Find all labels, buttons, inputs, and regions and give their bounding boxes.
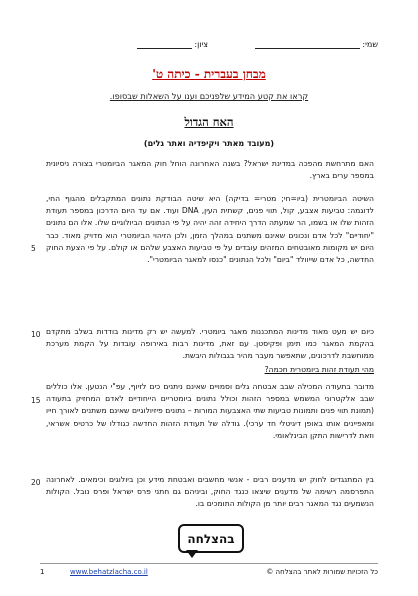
footer-copyright: כל הזכויות שמורות לאתר בהצלחה ©: [266, 568, 378, 576]
paragraph-text: כיום יש מעט מאוד מדינות המתכננות מאגר ביומטרי. למעשה יש רק מדינות בודדות בשלב מתקדם בהקמת המאגר כמו תימן ופקיסטן. עם זאת, מדינות רבות באירופה עובדות על הקמת מערכת ממוחשבת לדרכונים, שתאפשר מעבר מהיר בגבולות היבשת.: [46, 327, 374, 361]
footer-divider: [40, 563, 378, 564]
logo-text: בהצלחה: [187, 531, 235, 546]
paragraph-2: [46, 193, 374, 266]
footer-website-link[interactable]: www.behatzlacha.co.il: [70, 568, 148, 576]
question-heading: מהי תעודת זהות ביומטרית חכמה?: [264, 365, 374, 374]
article-title: האח הגדול: [184, 115, 234, 129]
header-row: [40, 40, 378, 54]
paragraph-text: מדובר בתעודה המכילה שבב אבטחה גלים וסמויים שאינם ניתנים כים לזיוף, עפ"י הנטען. אלו כוללים שבב אלקטרוני המשמש במספר הזהות וכולל נתונים ביומטריים הייחודיים לאדם המחזיק בתעודה (תמונת תווי פנים ותמונות טביעות שתי האצבעות המורות – נתונים פיזיולוגיים שאינם משתנים לאורך חייו ומאפיינים אותו באופן דיגיטלי חד ערכי). גודלה של תעודת הזהות החדשה כגודלו של כרטיס אשראי, וזאת לדרישות התקן הבינלאומי.: [46, 382, 374, 440]
grade-field: [137, 40, 208, 49]
page-number: 1: [40, 568, 45, 576]
line-number: 5: [31, 244, 36, 253]
exam-title: מבחן בעברית - כיתה ט': [152, 67, 266, 81]
article-source: (מעובד מאתר ויקיפדיה ואתר גלים): [143, 139, 275, 148]
name-line: [255, 40, 360, 49]
speech-bubble-icon: [178, 524, 244, 553]
grade-label: ציון:: [194, 40, 208, 49]
grade-line: [137, 40, 192, 49]
paragraph-1: [46, 158, 374, 182]
footer: [40, 568, 378, 580]
paragraph-text: בין המתנגדים לחוק יש מדענים רבים - אנשי מחשבים ואבטחת מידע וכן ביולוגים וכימאים. לאחרונה התפרסמה רשימה של מדענים שיצאו כנגד החוק, וביניהם גם חתני פרס ישראל ופרס נובל. הקולות הנשמעים נגד המאגר רבים יותר מן הקולות התומכים בו.: [46, 475, 374, 509]
line-number: 20: [31, 478, 41, 487]
name-label: שמי:: [362, 40, 378, 49]
line-number: 10: [31, 330, 41, 339]
paragraph-4: [46, 381, 374, 442]
paragraph-5: [46, 474, 374, 511]
speech-bubble-tail: [186, 550, 198, 558]
behatzlacha-logo: [174, 521, 246, 561]
name-field: [255, 40, 378, 49]
instructions: קראו את קטע המידע שלפניכם וענו על השאלות שבסופו.: [109, 91, 309, 101]
paragraph-text: השיטה הביומטרית (ביו=חי; מטרי= בדיקה) היא שיטה הבודקת נתונים המתקבלים מהגוף החי, לדוגמה: טביעות אצבע, קול, תווי פנים, קשתית העין, DNA ועוד. אם עד היום הדרכון במספר תעודת הזהות שלו או בשמו, הר שמעתה הדרך היחידה זהה יהיה על פי הנתונים הביולוגיים שלו. אלו הם נתונים "יחודיים" לכל אדם ונכונים שאינם משתנים במהלך הזמן, ולכן הזיהוי הביומטרי הוא מדויק מאוד. כבר היום יש מקומות מאובטחים המזהים עובדים על פי טביעות האצבע שלהם או קולם. על פי הצעת החוק החדשה, כל אדם שייוולד "ביום" ולכל הנתונים "כנסו למאגר הביומטרי".: [46, 194, 374, 265]
paragraph-text: האם מתרחשת מהפכה במדינת ישראל? בשנה האחרונה הוחל חוק המאגר הביומטרי בצורה ניסיונית במספר ערים בארץ.: [46, 159, 374, 181]
paragraph-3: [46, 326, 374, 363]
line-number: 15: [31, 396, 41, 405]
